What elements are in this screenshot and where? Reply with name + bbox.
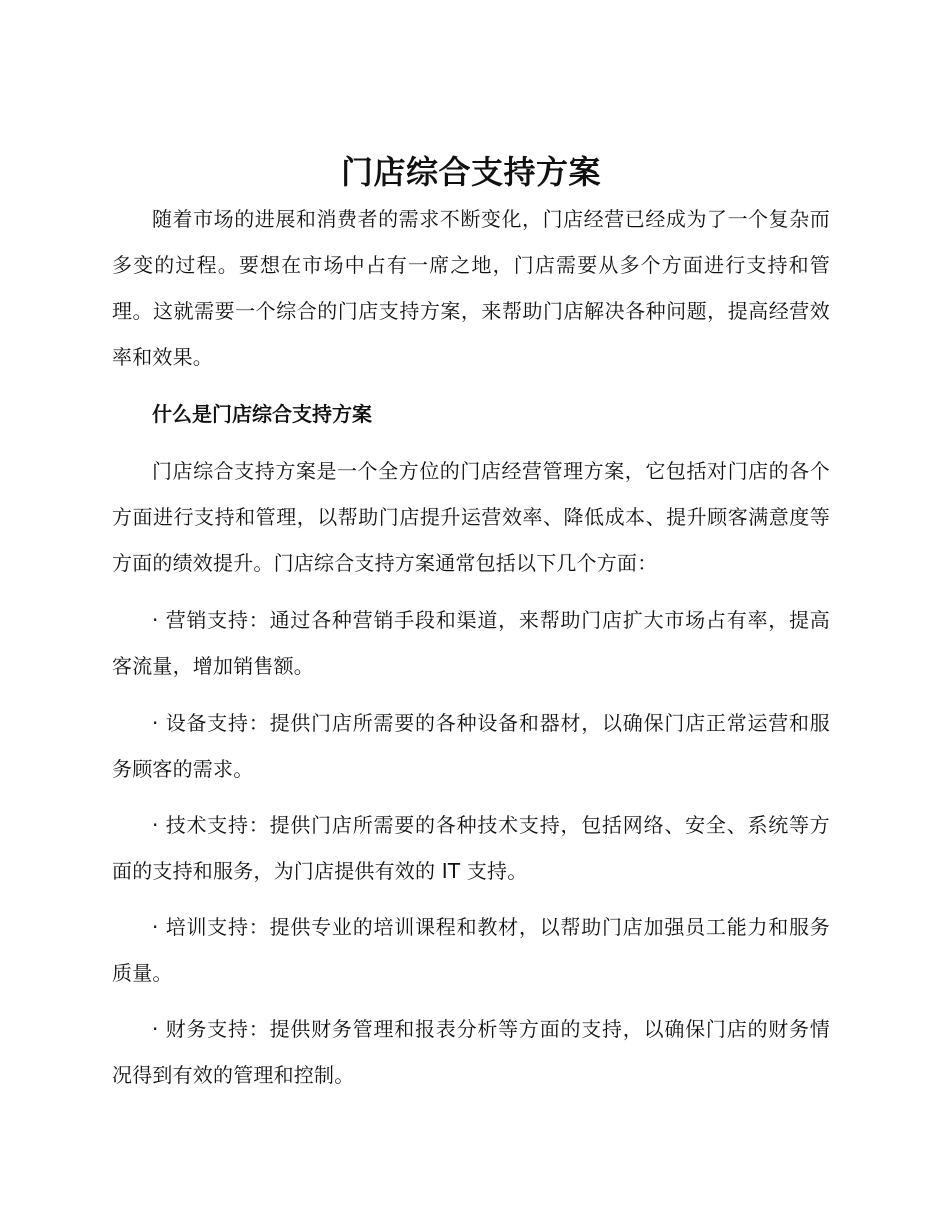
technical-support-item: · 技术支持：提供门店所需要的各种技术支持，包括网络、安全、系统等方面的支持和服务，为门店提供有效的 IT 支持。 — [112, 813, 830, 883]
intro-paragraph: 随着市场的进展和消费者的需求不断变化，门店经营已经成为了一个复杂而多变的过程。要想在市场中占有一席之地，门店需要从多个方面进行支持和管理。这就需要一个综合的门店支持方案，来帮助门店解决各种问题，提高经营效率和效果。 — [112, 207, 830, 369]
section-heading-block — [112, 391, 830, 437]
finance-support-item: · 财务支持：提供财务管理和报表分析等方面的支持，以确保门店的财务情况得到有效的管理和控制。 — [112, 1017, 830, 1087]
list-item — [112, 700, 830, 792]
training-support-item: · 培训支持：提供专业的培训课程和教材，以帮助门店加强员工能力和服务质量。 — [112, 915, 830, 985]
document-title: 门店综合支持方案 — [340, 153, 601, 191]
equipment-support-item: · 设备支持：提供门店所需要的各种设备和器材，以确保门店正常运营和服务顾客的需求。 — [112, 711, 830, 781]
definition-paragraph: 门店综合支持方案是一个全方位的门店经营管理方案，它包括对门店的各个方面进行支持和管理，以帮助门店提升运营效率、降低成本、提升顾客满意度等方面的绩效提升。门店综合支持方案通常包括以下几个方面： — [112, 459, 830, 575]
list-item — [112, 1006, 830, 1098]
marketing-support-item: · 营销支持：通过各种营销手段和渠道，来帮助门店扩大市场占有率，提高客流量，增加销售额。 — [112, 608, 830, 678]
list-item — [112, 904, 830, 996]
intro-block — [112, 196, 830, 380]
list-item — [112, 802, 830, 894]
list-item — [112, 597, 830, 689]
definition-block — [112, 448, 830, 586]
document-page — [112, 0, 830, 1230]
section-heading: 什么是门店综合支持方案 — [152, 402, 372, 426]
